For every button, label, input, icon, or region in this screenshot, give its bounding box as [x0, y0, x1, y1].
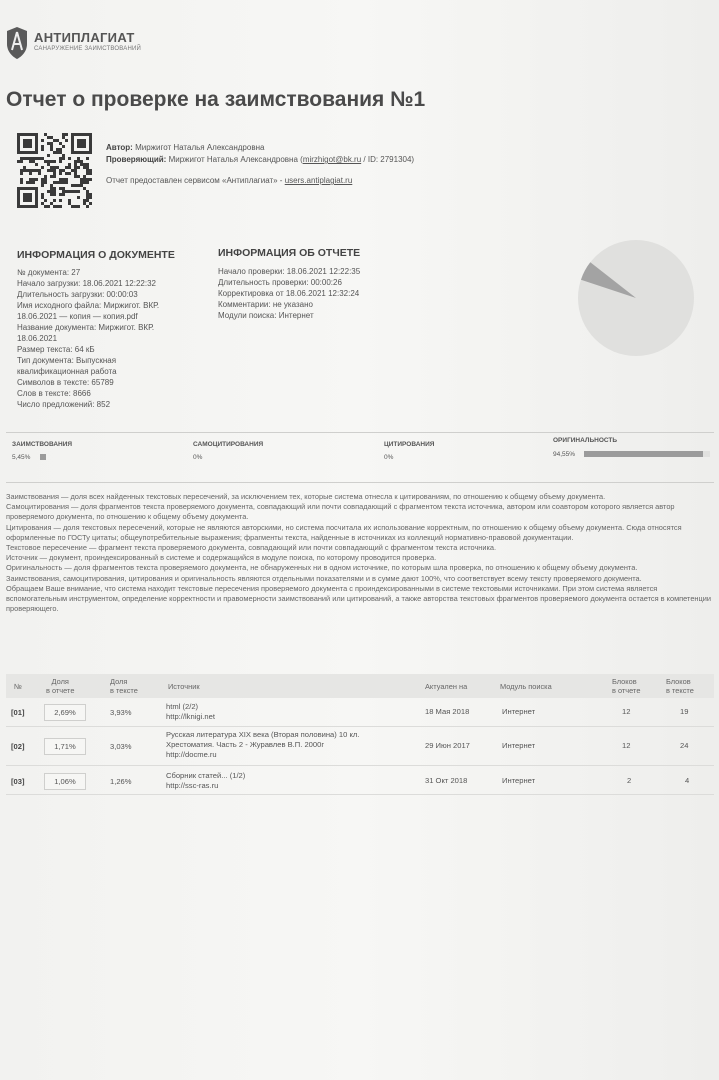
row-source[interactable]: [166, 771, 245, 791]
row-blocks-text: 24: [680, 741, 689, 750]
stat-bar-originality: [584, 451, 703, 457]
doc-info-line: Начало загрузки: 18.06.2021 12:22:32: [17, 279, 156, 288]
row-source-title: Русская литература XIX века (Вторая половина) 10 кл.: [166, 730, 360, 739]
stat-label-originality: ОРИГИНАЛЬНОСТЬ: [553, 437, 618, 444]
row-blocks-text: 19: [680, 707, 689, 716]
doc-info-line: 18.06.2021: [17, 334, 58, 343]
service-text: Отчет предоставлен сервисом «Антиплагиат» -: [106, 176, 285, 185]
col-header-source: Источник: [168, 682, 200, 691]
row-share-text: 3,03%: [110, 742, 132, 751]
legend-paragraph: Заимствования, самоцитирования, цитирования и оригинальность являются отдельными показателями и в сумме дают 100%, что соответствует всему тексту проверяемого документа.: [6, 573, 642, 583]
definitions-legend: [6, 492, 712, 614]
doc-info-line: Тип документа: Выпускная: [17, 356, 117, 365]
report-info-heading: ИНФОРМАЦИЯ ОБ ОТЧЕТЕ: [218, 247, 361, 259]
row-module: Интернет: [502, 776, 536, 785]
col-header-num: №: [14, 682, 22, 691]
service-line: [106, 176, 352, 185]
col-header-share-report: Доля в отчете: [46, 677, 75, 695]
originality-pie: [576, 238, 696, 358]
row-date: 18 Мая 2018: [425, 707, 470, 716]
author-line: [106, 143, 264, 152]
row-source-url[interactable]: http://ssc-ras.ru: [166, 781, 219, 790]
doc-info-line: Название документа: Миржигот. ВКР.: [17, 323, 155, 332]
service-link[interactable]: users.antiplagiat.ru: [284, 176, 353, 185]
legend-paragraph: Обращаем Ваше внимание, что система находит текстовые пересечения проверяемого документа с проиндексированными в системе текстовыми источниками. При этом система является вспомогательным инструментом, определение корректности и правомерности заимствований или цитирований, а также авторства текстовых фрагментов проверяемого документа остается в компетенции проверяющего.: [6, 583, 712, 614]
row-share-report: 1,06%: [44, 773, 86, 790]
reviewer-label: Проверяющий:: [106, 155, 167, 164]
reviewer-value: Миржигот Наталья Александровна (: [168, 155, 303, 164]
stat-label-citation: ЦИТИРОВАНИЯ: [384, 441, 435, 448]
divider: [6, 432, 714, 433]
row-share-report: 2,69%: [44, 704, 86, 721]
legend-paragraph: Самоцитирования — доля фрагментов текста проверяемого документа, совпадающий или почти совпадающий с фрагментом текста источника, автором или соавтором которого является автор проверяемого документа, по отношению к общему объему документа.: [6, 502, 675, 522]
doc-info-line: квалификационная работа: [17, 367, 117, 376]
doc-info-line: Слов в тексте: 8666: [17, 389, 91, 398]
brand-tagline: САНАРУЖЕНИЕ ЗАИМСТВОВАНИЙ: [34, 46, 142, 52]
reviewer-email-link[interactable]: mirzhigot@bk.ru: [302, 155, 362, 164]
row-source-url[interactable]: http://docme.ru: [166, 750, 217, 759]
legend-paragraph: Источник — документ, проиндексированный в системе и содержащийся в модуле поиска, по которому проводится проверка.: [6, 553, 437, 563]
report-info-line: Корректировка от 18.06.2021 12:32:24: [218, 289, 360, 298]
row-share-text: 3,93%: [110, 708, 132, 717]
row-source-url[interactable]: http://lknigi.net: [166, 712, 215, 721]
doc-info-line: Имя исходного файла: Миржигот. ВКР.: [17, 301, 160, 310]
shield-logo-icon: [6, 26, 28, 60]
col-header-share-text: Доля в тексте: [110, 677, 138, 695]
row-divider: [6, 794, 714, 795]
reviewer-line: [106, 155, 414, 164]
row-blocks-report: 12: [622, 707, 631, 716]
author-value: Миржигот Наталья Александровна: [135, 143, 265, 152]
stat-value-citation: 0%: [384, 454, 394, 461]
doc-info-line: Число предложений: 852: [17, 400, 111, 409]
row-date: 31 Окт 2018: [425, 776, 468, 785]
row-divider: [6, 765, 714, 766]
stat-track-originality: [584, 451, 710, 457]
row-source[interactable]: [166, 702, 215, 722]
doc-info-line: 18.06.2021 — копия — копия.pdf: [17, 312, 138, 321]
legend-paragraph: Цитирования — доля текстовых пересечений, которые не являются авторскими, но система посчитала их использование корректным, по отношению к общему объему документа. Сюда относятся оформленные по ГОСТу цитаты; общеупотребительные выражения; фрагменты текста, найденные в источниках из коллекций нормативно-правовой документации.: [6, 522, 682, 542]
stat-label-borrowing: ЗАИМСТВОВАНИЯ: [12, 441, 73, 448]
row-source-title: Сборник статей... (1/2): [166, 771, 246, 780]
stat-value-selfcitation: 0%: [193, 454, 203, 461]
author-label: Автор:: [106, 143, 133, 152]
row-source-title: html (2/2): [166, 702, 199, 711]
qr-code: [16, 132, 92, 210]
col-header-actual: Актуален на: [425, 682, 468, 691]
brand-name: АНТИПЛАГИАТ: [34, 30, 135, 45]
row-blocks-text: 4: [685, 776, 690, 785]
row-source-title: Хрестоматия. Часть 2 - Журавлев В.П. 2000г: [166, 740, 325, 749]
report-info-line: Длительность проверки: 00:00:26: [218, 278, 342, 287]
legend-paragraph: Текстовое пересечение — фрагмент текста проверяемого документа, совпадающий или почти совпадающий с фрагментом текста источника.: [6, 543, 497, 553]
row-module: Интернет: [502, 707, 536, 716]
doc-info-line: Длительность загрузки: 00:00:03: [17, 290, 138, 299]
page-title: Отчет о проверке на заимствования №1: [6, 88, 426, 111]
doc-info-line: Символов в тексте: 65789: [17, 378, 114, 387]
row-date: 29 Июн 2017: [425, 741, 470, 750]
row-share-text: 1,26%: [110, 777, 132, 786]
row-number[interactable]: [03]: [11, 777, 25, 786]
legend-paragraph: Заимствования — доля всех найденных текстовых пересечений, за исключением тех, которые система отнесла к цитированиям, по отношению к общему объему документа.: [6, 492, 606, 501]
stat-label-selfcitation: САМОЦИТИРОВАНИЯ: [193, 441, 264, 448]
row-blocks-report: 2: [627, 776, 632, 785]
doc-info-line: Размер текста: 64 кБ: [17, 345, 95, 354]
report-info-line: Модули поиска: Интернет: [218, 311, 314, 320]
doc-info-list: [17, 267, 207, 410]
report-info-list: [218, 266, 428, 321]
legend-paragraph: Оригинальность — доля фрагментов текста проверяемого документа, не обнаруженных ни в одном источнике, по которым шла проверка, по отношению к общему объему документа.: [6, 563, 638, 573]
report-info-line: Комментарии: не указано: [218, 300, 313, 309]
row-blocks-report: 12: [622, 741, 631, 750]
row-share-report: 1,71%: [44, 738, 86, 755]
doc-info-line: № документа: 27: [17, 268, 81, 277]
row-number[interactable]: [02]: [11, 742, 25, 751]
stat-value-borrowing: 5,45%: [12, 454, 31, 461]
doc-info-heading: ИНФОРМАЦИЯ О ДОКУМЕНТЕ: [17, 249, 175, 261]
reviewer-id: / ID: 2791304): [361, 155, 415, 164]
row-divider: [6, 726, 714, 727]
col-header-blocks-report: Блоков в отчете: [612, 677, 641, 695]
stat-bar-borrowing: [40, 454, 46, 460]
stat-value-originality: 94,55%: [553, 451, 576, 458]
divider: [6, 482, 714, 483]
row-module: Интернет: [502, 741, 536, 750]
report-info-line: Начало проверки: 18.06.2021 12:22:35: [218, 267, 361, 276]
row-source[interactable]: [166, 730, 359, 760]
col-header-blocks-text: Блоков в тексте: [666, 677, 694, 695]
col-header-module: Модуль поиска: [500, 682, 552, 691]
row-number[interactable]: [01]: [11, 708, 25, 717]
